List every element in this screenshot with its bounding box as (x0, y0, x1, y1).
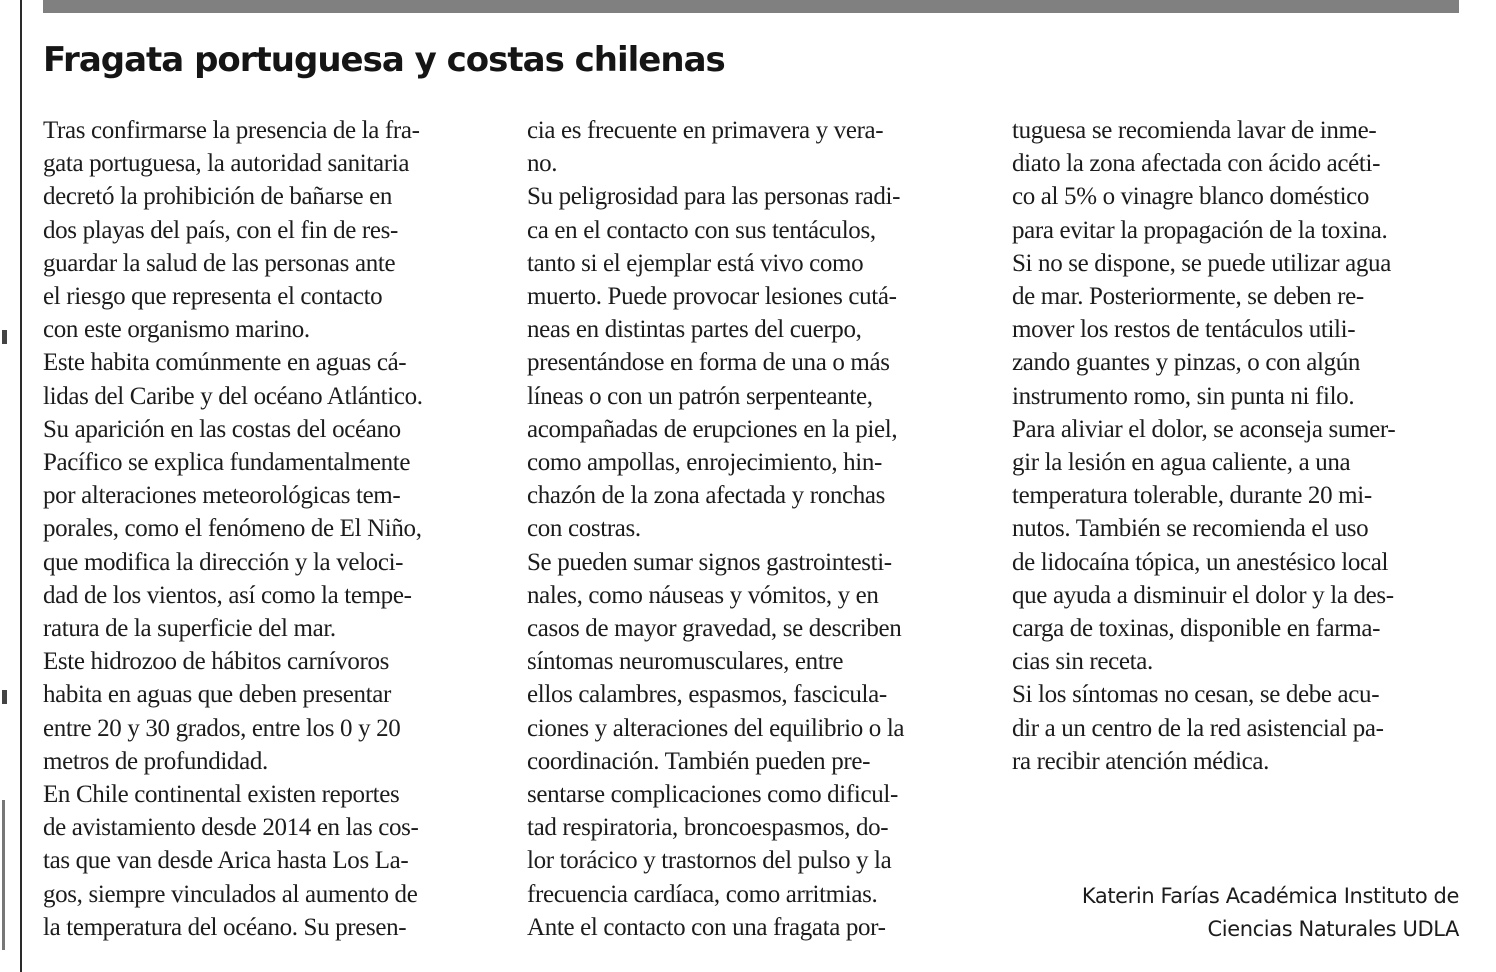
article-text-line: Tras confirmarse la presencia de la fra- (43, 117, 420, 144)
byline-line-2: Ciencias Naturales UDLA (1207, 917, 1459, 941)
article-text-line: instrumento romo, sin punta ni filo. (1012, 382, 1355, 410)
article-text-line: neas en distintas partes del cuerpo, (527, 316, 862, 344)
article-text-line: como ampollas, enrojecimiento, hin- (527, 449, 883, 477)
article-text-line: chazón de la zona afectada y ronchas (527, 482, 886, 510)
article-text-line: zando guantes y pinzas, o con algún (1012, 349, 1361, 377)
article-text-line: metros de profundidad. (43, 747, 268, 775)
article-headline: Fragata portuguesa y costas chilenas (43, 40, 725, 80)
article-text-line: coordinación. También pueden pre- (527, 747, 871, 775)
article-text-line: gos, siempre vinculados al aumento de (43, 880, 418, 908)
article-text-line: habita en aguas que deben presentar (43, 681, 392, 709)
article-text-line: mover los restos de tentáculos utili- (1012, 316, 1356, 344)
article-text-line: Ante el contacto con una fragata por- (527, 913, 886, 941)
article-text-line: ciones y alteraciones del equilibrio o la (527, 714, 905, 742)
article-text-line: Pacífico se explica fundamentalmente (43, 449, 411, 477)
article-text-line: lor torácico y trastornos del pulso y la (527, 847, 892, 875)
article-text-line: guardar la salud de las personas ante (43, 249, 396, 277)
article-text-line: dir a un centro de la red asistencial pa- (1012, 714, 1384, 742)
article-text-line: de mar. Posteriormente, se deben re- (1012, 283, 1364, 311)
article-text-line: entre 20 y 30 grados, entre los 0 y 20 (43, 714, 401, 742)
article-text-line: por alteraciones meteorológicas tem- (43, 482, 401, 510)
article-column-2 (527, 114, 977, 944)
byline-line-1: Katerin Farías Académica Instituto de (1081, 884, 1459, 908)
edge-mark (2, 800, 5, 950)
article-text-line: co al 5% o vinagre blanco doméstico (1012, 183, 1370, 211)
article-text-line: que modifica la dirección y la veloci- (43, 548, 404, 576)
article-text-line: lidas del Caribe y del océano Atlántico. (43, 382, 423, 410)
article-text-line: Se pueden sumar signos gastrointesti- (527, 548, 892, 576)
article-text-line: Su peligrosidad para las personas radi- (527, 183, 901, 211)
article-text-line: decretó la prohibición de bañarse en (43, 183, 393, 211)
article-column-1 (43, 114, 498, 944)
article-text-line: con este organismo marino. (43, 316, 310, 344)
article-text-line: Su aparición en las costas del océano (43, 415, 401, 443)
article-text-line: dad de los vientos, así como la tempe- (43, 581, 412, 609)
article-text-line: casos de mayor gravedad, se describen (527, 615, 902, 643)
article-text-line: acompañadas de erupciones en la piel, (527, 415, 898, 443)
article-text-line: gata portuguesa, la autoridad sanitaria (43, 150, 410, 178)
left-column-rule (20, 0, 22, 972)
article-text-line: Si no se dispone, se puede utilizar agua (1012, 249, 1391, 277)
article-text-line: tanto si el ejemplar está vivo como (527, 249, 864, 277)
edge-mark (2, 690, 7, 704)
article-text-line: En Chile continental existen reportes (43, 781, 400, 809)
article-text-line: Este habita comúnmente en aguas cá- (43, 349, 407, 377)
article-text-line: ca en el contacto con sus tentáculos, (527, 216, 876, 244)
author-byline (1082, 880, 1459, 946)
article-text-line: de lidocaína tópica, un anestésico local (1012, 548, 1389, 576)
article-text-line: nutos. También se recomienda el uso (1012, 515, 1369, 543)
article-text-line: no. (527, 150, 558, 178)
article-text-line: tas que van desde Arica hasta Los La- (43, 847, 409, 875)
article-text-line: para evitar la propagación de la toxina. (1012, 216, 1388, 244)
article-text-line: síntomas neuromusculares, entre (527, 648, 844, 676)
article-column-3 (1012, 114, 1464, 778)
article-text-line: ellos calambres, espasmos, fascicula- (527, 681, 887, 709)
article-text-line: presentándose en forma de una o más (527, 349, 890, 377)
article-text-line: diato la zona afectada con ácido acéti- (1012, 150, 1381, 178)
article-text-line: cia es frecuente en primavera y vera- (527, 117, 884, 144)
article-text-line: el riesgo que representa el contacto (43, 283, 383, 311)
article-text-line: Si los síntomas no cesan, se debe acu- (1012, 681, 1380, 709)
article-text-line: ra recibir atención médica. (1012, 747, 1270, 775)
article-text-line: de avistamiento desde 2014 en las cos- (43, 814, 419, 842)
article-text-line: tuguesa se recomienda lavar de inme- (1012, 117, 1377, 144)
article-text-line: temperatura tolerable, durante 20 mi- (1012, 482, 1372, 510)
article-text-line: ratura de la superficie del mar. (43, 615, 336, 643)
top-section-bar (43, 0, 1459, 13)
article-text-line: muerto. Puede provocar lesiones cutá- (527, 283, 897, 311)
article-text-line: con costras. (527, 515, 641, 543)
edge-mark (2, 330, 7, 344)
article-text-line: carga de toxinas, disponible en farma- (1012, 615, 1381, 643)
article-text-line: la temperatura del océano. Su presen- (43, 913, 407, 941)
article-text-line: gir la lesión en agua caliente, a una (1012, 449, 1351, 477)
article-text-line: líneas o con un patrón serpenteante, (527, 382, 873, 410)
article-text-line: frecuencia cardíaca, como arritmias. (527, 880, 878, 908)
article-text-line: tad respiratoria, broncoespasmos, do- (527, 814, 889, 842)
article-text-line: cias sin receta. (1012, 648, 1153, 676)
article-text-line: nales, como náuseas y vómitos, y en (527, 581, 879, 609)
article-text-line: Este hidrozoo de hábitos carnívoros (43, 648, 389, 676)
article-text-line: sentarse complicaciones como dificul- (527, 781, 898, 809)
article-text-line: que ayuda a disminuir el dolor y la des- (1012, 581, 1394, 609)
article-text-line: porales, como el fenómeno de El Niño, (43, 515, 422, 543)
article-text-line: dos playas del país, con el fin de res- (43, 216, 398, 244)
article-text-line: Para aliviar el dolor, se aconseja sumer- (1012, 415, 1396, 443)
